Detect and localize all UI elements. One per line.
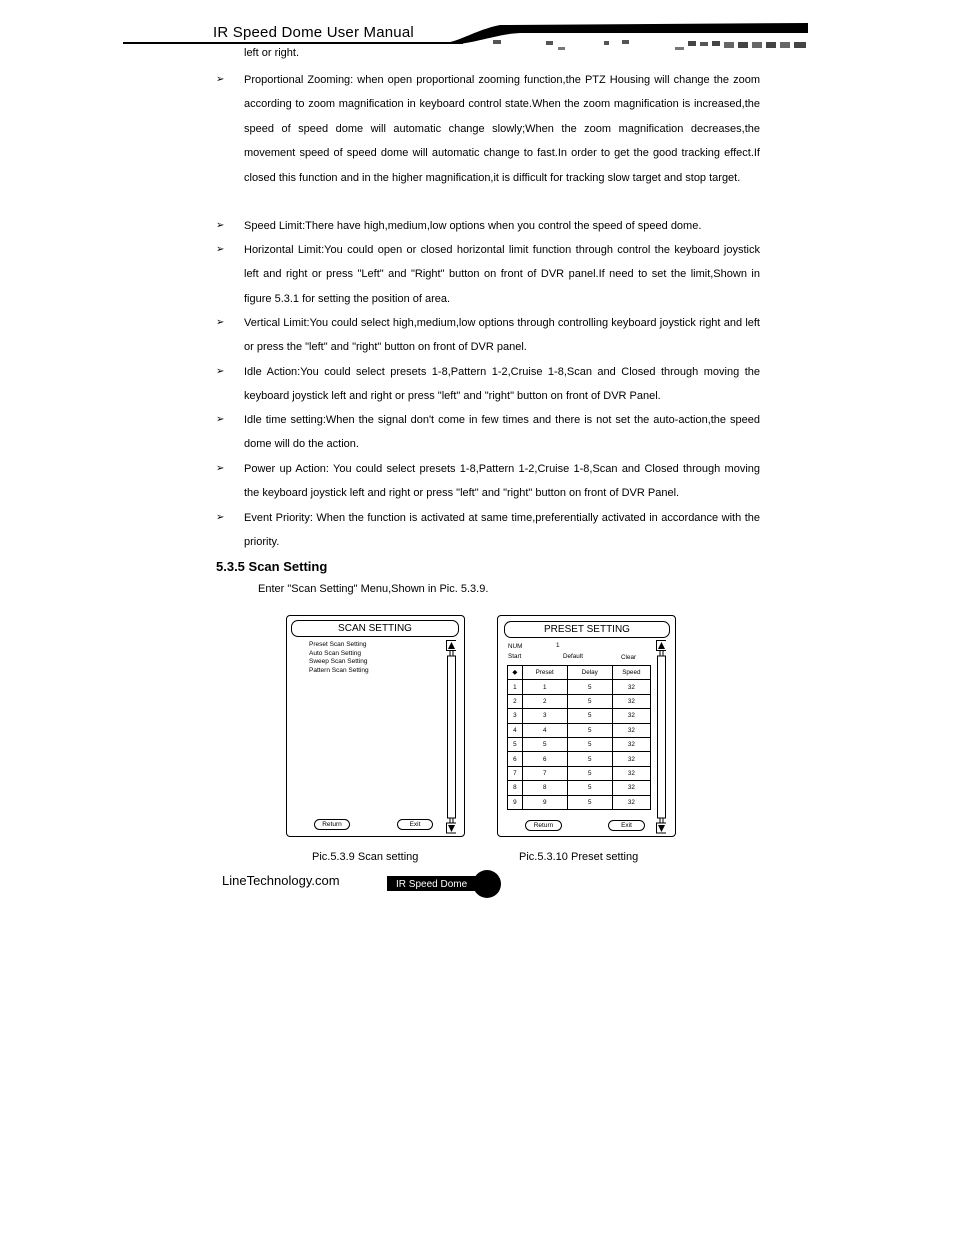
delay-cell[interactable]: 5 [567, 781, 612, 795]
section-heading: 5.3.5 Scan Setting [216, 559, 328, 574]
column-header: Speed [612, 666, 650, 680]
table-row[interactable] [508, 752, 651, 766]
preset-cell[interactable]: 3 [522, 709, 567, 723]
speed-cell[interactable]: 32 [612, 709, 650, 723]
table-row[interactable] [508, 766, 651, 780]
preset-cell[interactable]: 6 [522, 752, 567, 766]
return-button[interactable]: Return [314, 819, 350, 830]
scan-setting-title: SCAN SETTING [291, 620, 459, 637]
column-header: Preset [522, 666, 567, 680]
bullet-text: Power up Action: You could select presets 1-8,Pattern 1-2,Cruise 1-8,Scan and Closed through moving the keyboard joystick left and right or press "left" and "right" button on front of DVR Panel. [244, 463, 760, 500]
scan-setting-panel [286, 615, 465, 837]
caption-preset-setting: Pic.5.3.10 Preset setting [519, 851, 639, 863]
row-index: 3 [508, 709, 523, 723]
row-index: 7 [508, 766, 523, 780]
bullet-text: Event Priority: When the function is activated at same time,preferentially activated in accordance with the priority. [244, 512, 760, 549]
speed-cell[interactable]: 32 [612, 795, 650, 809]
continuation-text: left or right. [244, 47, 300, 59]
footer-badge [387, 870, 503, 900]
bullet-idle-time [216, 408, 760, 457]
bullet-text: Vertical Limit:You could select high,medium,low options through controlling keyboard joystick right and left or press the "left" and "right" button on front of DVR panel. [244, 317, 760, 354]
bullet-speed-limit [216, 214, 760, 238]
bullet-text: Proportional Zooming: when open proportional zooming function,the PTZ Housing will change the zoom according to zoom magnification in keyboard control state.When the zoom magnification is increased,the speed of speed dome will automatic change slowly;When the zoom magnification decreases,the movement speed of speed dome will automatic change to fast.In order to get the good tracking effect.If closed this function and in the higher magnification,it is difficult for tracking slow target and stop target. [244, 74, 760, 184]
caption-scan-setting: Pic.5.3.9 Scan setting [312, 851, 419, 863]
clear-button[interactable]: Clear [621, 654, 637, 661]
default-button[interactable]: Default [563, 653, 583, 660]
row-index: 2 [508, 694, 523, 708]
preset-setting-title: PRESET SETTING [504, 621, 670, 638]
bullet-proportional-zooming [216, 68, 760, 190]
speed-cell[interactable]: 32 [612, 723, 650, 737]
menu-item-auto-scan[interactable]: Auto Scan Setting [309, 649, 362, 657]
table-row[interactable] [508, 723, 651, 737]
footer-badge-label: IR Speed Dome [396, 879, 468, 890]
scrollbar[interactable] [446, 640, 456, 834]
exit-button[interactable]: Exit [608, 820, 645, 831]
delay-cell[interactable]: 5 [567, 723, 612, 737]
table-row[interactable] [508, 781, 651, 795]
preset-cell[interactable]: 8 [522, 781, 567, 795]
bullet-idle-action [216, 360, 760, 409]
speed-cell[interactable]: 32 [612, 781, 650, 795]
delay-cell[interactable]: 5 [567, 680, 612, 694]
speed-cell[interactable]: 32 [612, 680, 650, 694]
arrow-bullet-icon: ➢ [216, 74, 225, 85]
preset-cell[interactable]: 9 [522, 795, 567, 809]
row-index: 1 [508, 680, 523, 694]
delay-cell[interactable]: 5 [567, 737, 612, 751]
table-row[interactable] [508, 709, 651, 723]
arrow-bullet-icon: ➢ [216, 512, 225, 523]
table-row[interactable] [508, 737, 651, 751]
arrow-bullet-icon: ➢ [216, 244, 225, 255]
delay-cell[interactable]: 5 [567, 694, 612, 708]
delay-cell[interactable]: 5 [567, 752, 612, 766]
bullet-text: Idle time setting:When the signal don't come in few times and there is not set the auto-action,the speed dome will do the action. [244, 414, 760, 451]
arrow-bullet-icon: ➢ [216, 463, 225, 474]
arrow-bullet-icon: ➢ [216, 366, 225, 377]
table-row[interactable] [508, 795, 651, 809]
section-intro: Enter "Scan Setting" Menu,Shown in Pic. 5.3.9. [258, 583, 489, 595]
footer-site-name: LineTechnology.com [222, 873, 340, 888]
row-index: 9 [508, 795, 523, 809]
preset-cell[interactable]: 1 [522, 680, 567, 694]
delay-cell[interactable]: 5 [567, 709, 612, 723]
header-rule [123, 42, 463, 44]
speed-cell[interactable]: 32 [612, 694, 650, 708]
return-button[interactable]: Return [525, 820, 562, 831]
arrow-bullet-icon: ➢ [216, 414, 225, 425]
bullet-text: Horizontal Limit:You could open or closed horizontal limit function through control the keyboard joystick left and right or press "Left" and "Right" button on front of DVR panel.If need to set the limit,Shown in figure 5.3.1 for setting the position of area. [244, 244, 760, 305]
arrow-bullet-icon: ➢ [216, 317, 225, 328]
speed-cell[interactable]: 32 [612, 766, 650, 780]
delay-cell[interactable]: 5 [567, 795, 612, 809]
num-label: NUM [508, 643, 523, 650]
exit-button[interactable]: Exit [397, 819, 433, 830]
diamond-icon: ◆ [508, 666, 523, 680]
preset-cell[interactable]: 2 [522, 694, 567, 708]
preset-cell[interactable]: 5 [522, 737, 567, 751]
bullet-vertical-limit [216, 311, 760, 360]
delay-cell[interactable]: 5 [567, 766, 612, 780]
table-row[interactable] [508, 694, 651, 708]
bullet-power-up-action [216, 457, 760, 506]
row-index: 6 [508, 752, 523, 766]
menu-item-sweep-scan[interactable]: Sweep Scan Setting [309, 658, 368, 666]
bullet-horizontal-limit [216, 238, 760, 311]
start-button[interactable]: Start [508, 653, 522, 660]
row-index: 5 [508, 737, 523, 751]
num-value[interactable]: 1 [556, 642, 560, 649]
preset-cell[interactable]: 4 [522, 723, 567, 737]
row-index: 4 [508, 723, 523, 737]
bullet-text: Idle Action:You could select presets 1-8,Pattern 1-2,Cruise 1-8,Scan and Closed through moving the keyboard joystick left and right or press "left" and "right" button on front of DVR Panel. [244, 366, 760, 403]
row-index: 8 [508, 781, 523, 795]
bullet-text: Speed Limit:There have high,medium,low options when you control the speed of speed dome. [244, 220, 702, 232]
scrollbar[interactable] [656, 640, 666, 834]
menu-item-pattern-scan[interactable]: Pattern Scan Setting [309, 666, 369, 674]
speed-cell[interactable]: 32 [612, 737, 650, 751]
arrow-bullet-icon: ➢ [216, 220, 225, 231]
page-header-title: IR Speed Dome User Manual [213, 24, 414, 41]
table-row[interactable] [508, 680, 651, 694]
preset-table [507, 665, 651, 810]
menu-item-preset-scan[interactable]: Preset Scan Setting [309, 641, 367, 648]
table-header-row [508, 666, 651, 680]
speed-cell[interactable]: 32 [612, 752, 650, 766]
header-decoration [440, 20, 810, 54]
bullet-event-priority [216, 506, 760, 555]
preset-setting-panel [497, 615, 676, 837]
preset-cell[interactable]: 7 [522, 766, 567, 780]
column-header: Delay [567, 666, 612, 680]
